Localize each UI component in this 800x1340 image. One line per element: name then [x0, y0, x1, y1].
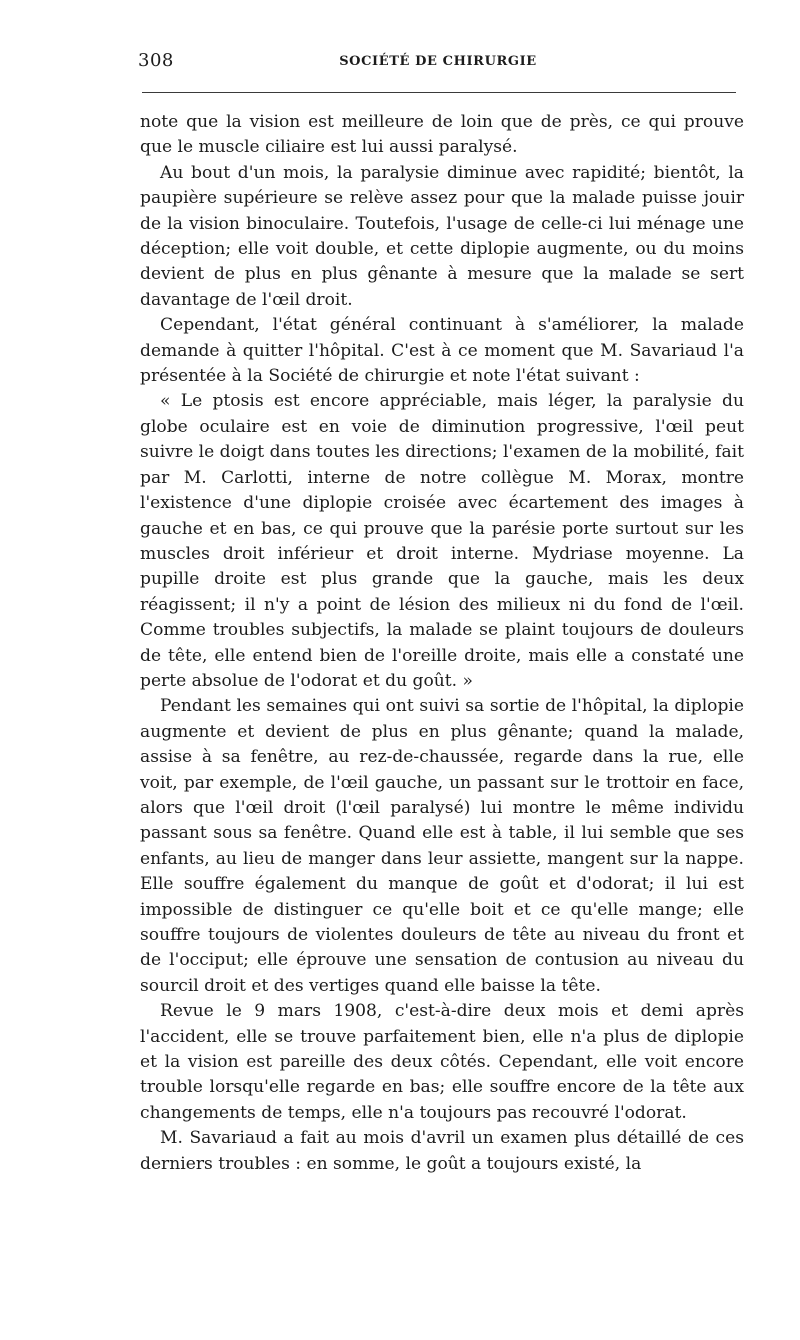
paragraph: note que la vision est meilleure de loin que de près, ce qui prouve que le muscle ciliaire est lui aussi paralysé.	[140, 112, 744, 158]
paragraph: Pendant les semaines qui ont suivi sa sortie de l'hôpital, la diplopie augmente et devient de plus en plus gênante; quand la malade, assise à sa fenêtre, au rez-de-chaussée, regarde dans la rue, elle voit, par exemple, de l'œil gauche, un passant sur le trottoir en face, alors que l'œil droit (l'œil paralysé) lui montre le même individu passant sous sa fenêtre. Quand elle est à table, il lui semble que ses enfants, au lieu de manger dans leur assiette, mangent sur la nappe. Elle souffre également du manque de goût et d'odorat; il lui est impossible de distinguer ce qu'elle boit et ce qu'elle mange; elle souffre toujours de violentes douleurs de tête au niveau du front et de l'occiput; elle éprouve une sensation de contusion au niveau du sourcil droit et des vertiges quand elle baisse la tête.	[140, 696, 744, 996]
body-text	[140, 110, 744, 1177]
page-number: 308	[138, 50, 174, 71]
paragraph: Au bout d'un mois, la paralysie diminue avec rapidité; bientôt, la paupière supérieure se relève assez pour que la malade puisse jouir de la vision binoculaire. Toutefois, l'usage de celle-ci lui ménage une déception; elle voit double, et cette diplopie augmente, ou du moins devient de plus en plus gênante à mesure que la malade se sert davantage de l'œil droit.	[140, 162, 744, 310]
quoted-paragraph: « Le ptosis est encore appréciable, mais léger, la paralysie du globe oculaire est en voie de diminution progressive, l'œil peut suivre le doigt dans toutes les directions; l'examen de la mobilité, fait par M. Carlotti, interne de notre collègue M. Morax, montre l'existence d'une diplopie croisée avec écartement des images à gauche et en bas, ce qui prouve que la parésie porte surtout sur les muscles droit inférieur et droit interne. Mydriase moyenne. La pupille droite est plus grande que la gauche, mais les deux réagissent; il n'y a point de lésion des milieux ni du fond de l'œil. Comme troubles subjectifs, la malade se plaint toujours de douleurs de tête, elle entend bien de l'oreille droite, mais elle a constaté une perte absolue de l'odorat et du goût. »	[140, 391, 744, 691]
paragraph: M. Savariaud a fait au mois d'avril un examen plus détaillé de ces derniers troubles : en somme, le goût a toujours existé, la	[140, 1128, 744, 1174]
page-header	[138, 50, 738, 78]
running-title: SOCIÉTÉ DE CHIRURGIE	[339, 54, 537, 69]
header-rule	[142, 92, 736, 93]
paragraph: Cependant, l'état général continuant à s'améliorer, la malade demande à quitter l'hôpital. C'est à ce moment que M. Savariaud l'a présentée à la Société de chirurgie et note l'état suivant :	[140, 315, 744, 387]
paragraph: Revue le 9 mars 1908, c'est-à-dire deux mois et demi après l'accident, elle se trouve parfaitement bien, elle n'a plus de diplopie et la vision est pareille des deux côtés. Cependant, elle voit encore trouble lorsqu'elle regarde en bas; elle souffre encore de la tête aux changements de temps, elle n'a toujours pas recouvré l'odorat.	[140, 1001, 744, 1123]
